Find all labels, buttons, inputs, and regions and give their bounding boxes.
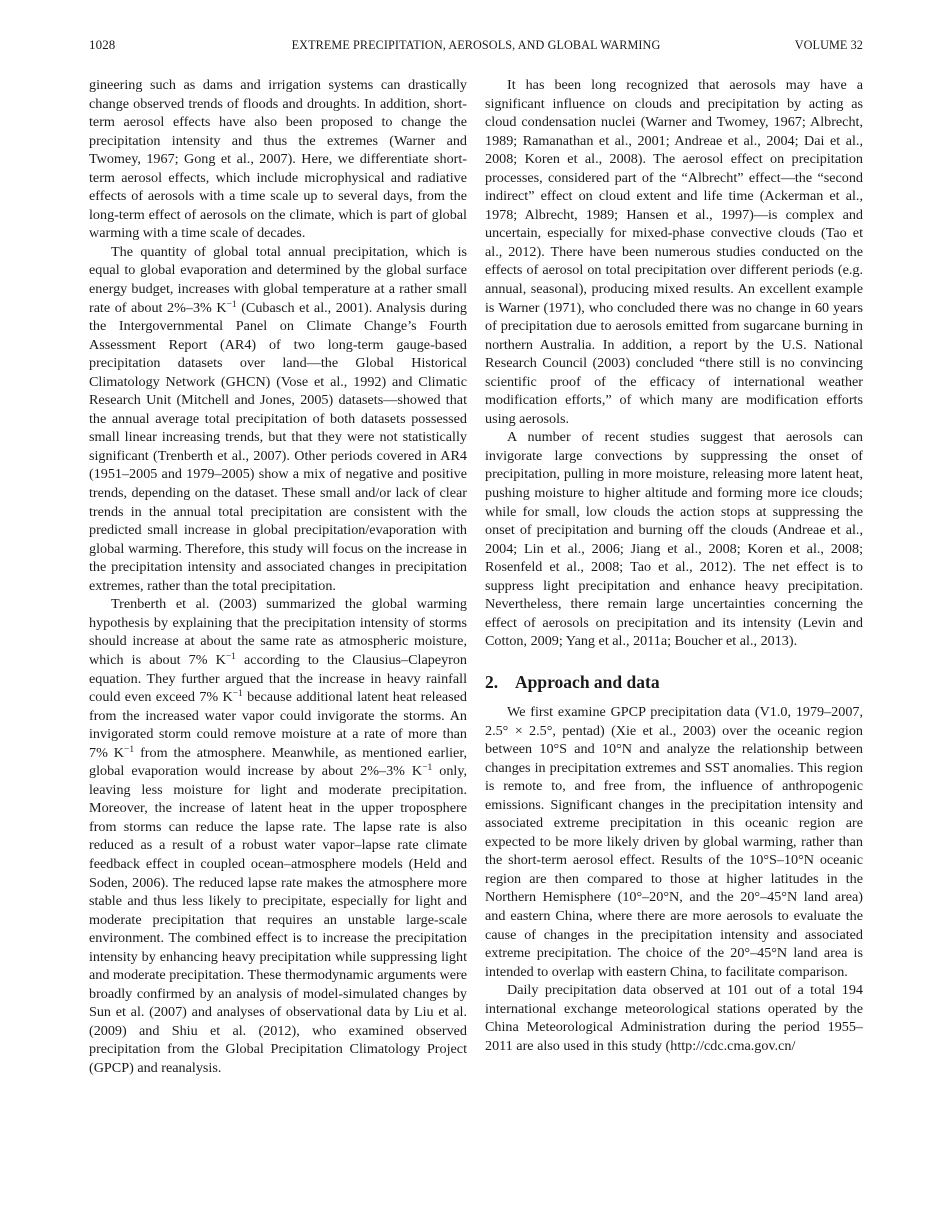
text-run: Trenberth et al. (2003) summarized the global warming hypothesis by explaining that the precipitation intensity of storms should increase at about the same rate as atmospheric moisture, which is about 7% K	[89, 596, 467, 668]
section-title: Approach and data	[515, 671, 660, 692]
text-run: (Cubasch et al., 2001). Analysis during the Intergovernmental Panel on Climate Change’s Fourth Assessment Report (AR4) of two long-term gauge-based precipitation datasets over land—the Global Historical Climatology Network (GHCN) (Vose et al., 1992) and Climatic Research Unit (Mitchell and Jones, 2005) datasets—showed that the annual average total precipitation of both datasets possessed small linear increasing trends, but that they were not statistically significant (Trenberth et al., 2007). Other periods covered in AR4 (1951–2005 and 1979–2005) show a mix of negative and positive trends, depending on the dataset. These small and/or lack of clear trends in the annual total precipitation are consistent with the predicted small increase in global precipitation/evaporation with global warming. Therefore, this study will focus on the increase in the precipitation intensity and associated changes in precipitation extremes, rather than the total precipitation.	[89, 299, 467, 594]
paragraph-aerosol-invigoration: A number of recent studies suggest that aerosols can invigorate large convections by suppressing the onset of precipitation, pulling in more moisture, releasing more latent heat, pushing moisture to higher altitude and forming more ice clouds; while for small, low clouds the action stops at suppressing the onset of precipitation and burning off the clouds (Andreae et al., 2004; Lin et al., 2006; Jiang et al., 2008; Koren et al., 2008; Rosenfeld et al., 2008; Tao et al., 2012). The net effect is to suppress light precipitation and enhance heavy precipitation. Nevertheless, there remain large uncertainties concerning the effect of aerosols on precipitation and its intensity (Levin and Cotton, 2009; Yang et al., 2011a; Boucher et al., 2013).	[485, 429, 863, 650]
paragraph-global-precipitation	[89, 243, 467, 595]
right-column	[485, 76, 863, 1055]
section-heading	[485, 671, 863, 693]
paragraph-gpcp-data: We first examine GPCP precipitation data (V1.0, 1979–2007, 2.5° × 2.5°, pentad) (Xie et al., 2003) over the oceanic region between 10°S and 10°N and analyze the relationship between changes in precipitation extremes and SST anomalies. This region is remote to, and free from, the influence of anthropogenic emissions. Significant changes in the precipitation intensity and associated extreme precipitation in this oceanic region are expected to be more likely driven by global warming, rather than the short-term aerosol effect. Results of the 10°S–10°N oceanic region are then compared to those at higher latitudes in the Northern Hemisphere (10°–20°N, and the 20°–45°N land area) and eastern China, where there are more aerosols to evaluate the cause of changes in the precipitation intensity and associated extreme precipitation. The choice of the 20°–45°N land area is intended to overlap with eastern China, to facilitate comparison.	[485, 703, 863, 980]
section-number: 2.	[485, 671, 499, 692]
page-number: 1028	[89, 37, 116, 52]
left-column	[89, 76, 467, 1078]
superscript: −1	[422, 763, 433, 774]
text-run: according to the Clausius–Clapeyron equation. They further argued that the increase in heavy rainfall could even exceed 7% K	[89, 651, 467, 706]
paragraph-aerosol-ccn: It has been long recognized that aerosols may have a significant influence on clouds and precipitation by acting as cloud condensation nuclei (Warner and Twomey, 1967; Albrecht, 1989; Ramanathan et al., 2001; Andreae et al., 2004; Dai et al., 2008; Koren et al., 2008). The aerosol effect on precipitation processes, considered part of the “Albrecht” effect—the “second indirect” effect on cloud extent and life time (Ackerman et al., 1978; Albrecht, 1989; Hansen et al., 1997)—is complex and uncertain, especially for mixed-phase convective clouds (Tao et al., 2012). There have been numerous studies conducted on the effects of aerosol on total precipitation over different periods (e.g. annual, seasonal), producing mixed results. An excellent example is Warner (1971), who concluded there was no change in 60 years of precipitation due to aerosols emitted from sugarcane burning in northern Australia. In addition, a report by the U.S. National Research Council (2003) concluded “there still is no convincing scientific proof of the efficacy of international weather modification efforts,” of which many are modification efforts using aerosols.	[485, 77, 863, 427]
volume-label: VOLUME 32	[794, 38, 863, 52]
running-header	[89, 37, 863, 57]
text-run: from the atmosphere. Meanwhile, as mentioned earlier, global evaporation would increase by about 2%–3% K	[89, 744, 467, 780]
paragraph-continued: gineering such as dams and irrigation systems can drastically change observed trends of floods and droughts. In addition, short-term aerosol effects have also been proposed to change the precipitation intensity and thus the extremes (Warner and Twomey, 1967; Gong et al., 2007). Here, we differentiate short-term aerosol effects, which include microphysical and radiative effects of aerosols with a time scale up to several days, from the long-term effect of aerosols on the climate, which is part of global warming with a time scale of decades.	[89, 77, 467, 242]
paragraph-trenberth-hypothesis	[89, 595, 467, 1077]
text-run: because additional latent heat released from the increased water vapor could invigorate the storms. An invigorated storm could remove moisture at a rate of more than 7% K	[89, 689, 467, 761]
text-run: only, leaving less moisture for light and moderate precipitation. Moreover, the increase of latent heat in the upper troposphere from storms can reduce the lapse rate. The lapse rate is also reduced as a result of a robust water vapor–lapse rate climate feedback effect in coupled ocean–atmosphere models (Held and Soden, 2006). The reduced lapse rate makes the atmosphere more stable and thus less likely to precipitate, especially for light and moderate precipitation that requires an unstable large-scale environment. The combined effect is to increase the precipitation intensity by enhancing heavy precipitation while suppressing light and moderate precipitation. These thermodynamic arguments were broadly confirmed by an analysis of model-simulated changes by Sun et al. (2007) and analyses of observational data by Liu et al. (2009) and Shiu et al. (2012), who examined observed precipitation from the Global Precipitation Climatology Project (GPCP) and reanalysis.	[89, 763, 468, 1076]
text-run: The quantity of global total annual precipitation, which is equal to global evaporation and determined by the global surface energy budget, increases with global temperature at a rather small rate of about 2%–3% K	[89, 243, 467, 316]
superscript: −1	[232, 689, 243, 700]
paragraph-station-data: Daily precipitation data observed at 101 out of a total 194 international exchange meteorological stations operated by the China Meteorological Administration during the period 1955–2011 are also used in this study (http://cdc.cma.gov.cn/	[485, 982, 863, 1054]
superscript: −1	[124, 744, 135, 755]
superscript: −1	[225, 651, 236, 662]
superscript: −1	[226, 299, 237, 310]
running-title: EXTREME PRECIPITATION, AEROSOLS, AND GLOBAL WARMING	[291, 38, 661, 52]
